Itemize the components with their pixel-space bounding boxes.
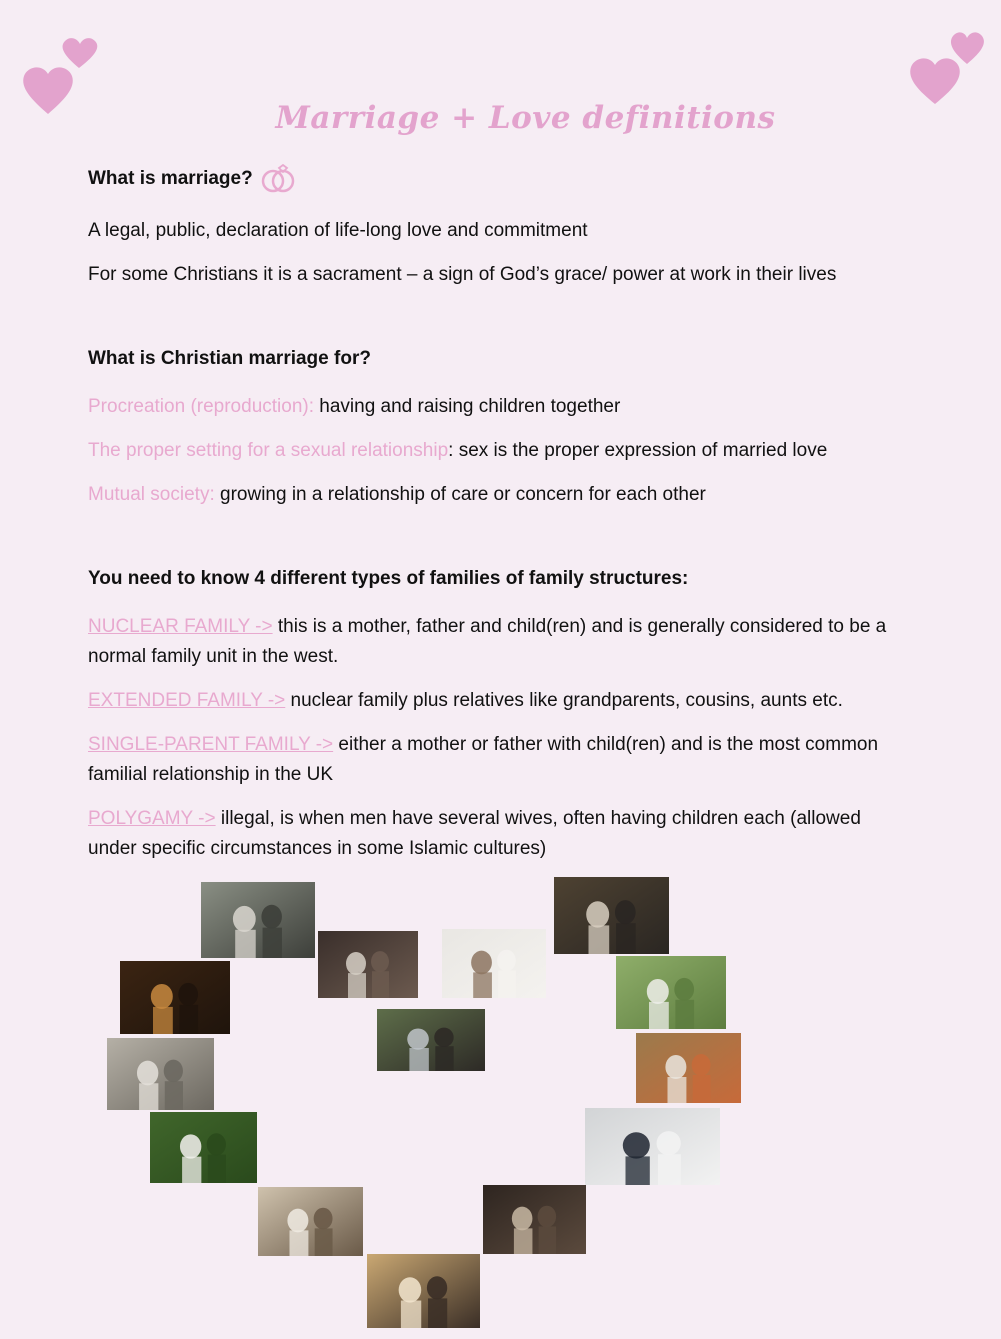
photo-groom-suit xyxy=(585,1108,720,1185)
photo-wedding-cake xyxy=(150,1112,257,1183)
family-nuclear xyxy=(88,612,908,672)
definition: growing in a relationship of care or concern for each other xyxy=(214,484,706,505)
main-content xyxy=(88,164,908,878)
rings-icon xyxy=(259,164,297,194)
family-single-parent xyxy=(88,730,908,790)
photo-couple-on-stairs xyxy=(554,877,669,954)
hearts-decoration-right xyxy=(905,28,987,110)
photo-chapel xyxy=(636,1033,741,1103)
heading-text: What is marriage? xyxy=(88,168,253,189)
term: Procreation (reproduction): xyxy=(88,396,314,417)
term-link[interactable]: SINGLE-PARENT FAMILY -> xyxy=(88,734,334,755)
purpose-mutual-society xyxy=(88,480,908,510)
photo-couple-lights xyxy=(120,961,230,1034)
photo-couple-feeding-cake xyxy=(201,882,315,958)
definition: either a mother or father with child(ren) and is the most common familial relationship in the UK xyxy=(88,734,879,785)
definition: this is a mother, father and child(ren) and is generally considered to be a normal family unit in the west. xyxy=(88,616,887,667)
purpose-procreation xyxy=(88,392,908,422)
photo-cake-topper xyxy=(616,956,726,1029)
photo-bridesmaids xyxy=(107,1038,214,1110)
photo-bride-windows xyxy=(483,1185,586,1254)
definition: : sex is the proper expression of married love xyxy=(448,440,828,461)
photo-dancing-couple xyxy=(318,931,418,998)
term: Mutual society: xyxy=(88,484,215,505)
definition: having and raising children together xyxy=(314,396,621,417)
photo-ceremony-hall xyxy=(367,1254,480,1328)
family-extended xyxy=(88,686,908,716)
heading-family-types: You need to know 4 different types of families of family structures: xyxy=(88,568,689,589)
heading-what-is-marriage xyxy=(88,164,908,194)
photo-couple-foreheads xyxy=(442,929,546,998)
term-link[interactable]: NUCLEAR FAMILY -> xyxy=(88,616,273,637)
purpose-sexual-relationship xyxy=(88,436,908,466)
heart-icon xyxy=(905,28,987,110)
marriage-sacrament: For some Christians it is a sacrament – a sign of God’s grace/ power at work in their lives xyxy=(88,264,837,285)
heading-christian-marriage-for: What is Christian marriage for? xyxy=(88,348,371,369)
definition: nuclear family plus relatives like grandparents, cousins, aunts etc. xyxy=(285,690,843,711)
definition: illegal, is when men have several wives, often having children each (allowed under specific circumstances in some Islamic cultures) xyxy=(88,808,861,859)
marriage-definition: A legal, public, declaration of life-long love and commitment xyxy=(88,220,588,241)
family-polygamy xyxy=(88,804,908,864)
photo-couple-walking xyxy=(377,1009,485,1071)
photo-couple-in-car xyxy=(258,1187,363,1256)
page-title: Marriage + Love definitions xyxy=(275,100,776,136)
term-link[interactable]: POLYGAMY -> xyxy=(88,808,216,829)
term: The proper setting for a sexual relationship xyxy=(88,440,449,461)
term-link[interactable]: EXTENDED FAMILY -> xyxy=(88,690,286,711)
